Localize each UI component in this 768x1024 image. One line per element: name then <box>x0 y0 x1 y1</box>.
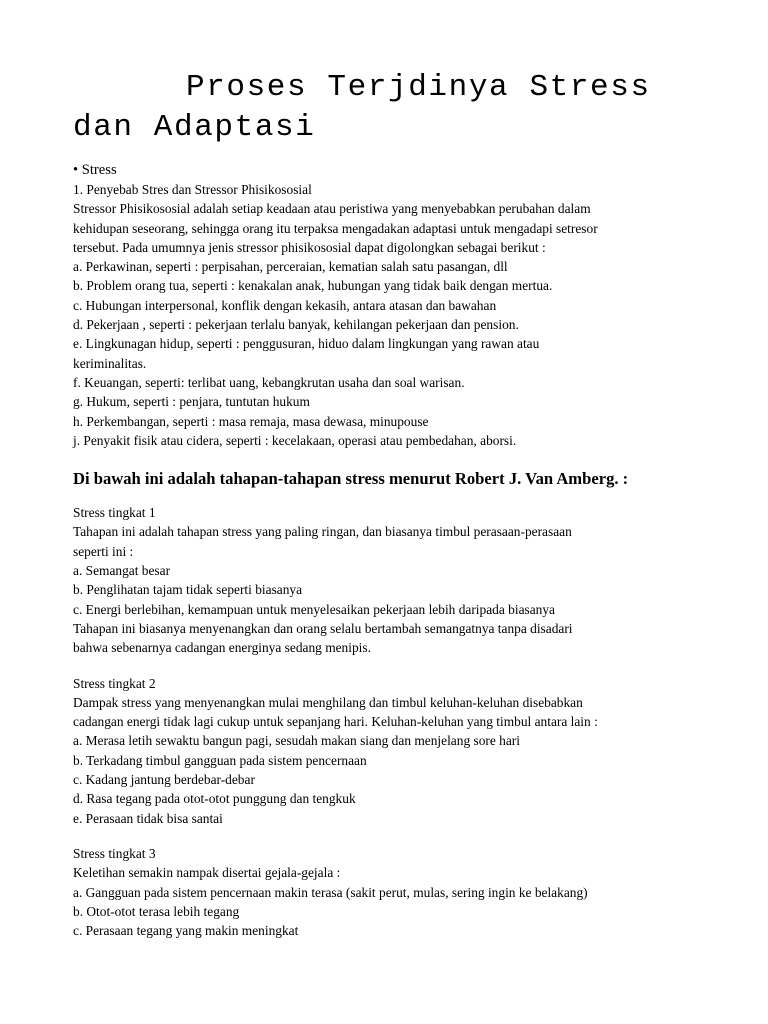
list-item: a. Gangguan pada sistem pencernaan makin terasa (sakit perut, mulas, sering ingin ke belakang) <box>73 884 588 900</box>
stress-stage-1 <box>73 503 713 657</box>
list-item: c. Kadang jantung berdebar-debar <box>73 772 255 788</box>
title-line: Proses Terjdinya Stress <box>186 70 651 105</box>
text-line: Dampak stress yang menyenangkan mulai menghilang dan timbul keluhan-keluhan disebabkan <box>73 694 583 710</box>
list-item: d. Pekerjaan , seperti : pekerjaan terlalu banyak, kehilangan pekerjaan dan pension. <box>73 317 519 333</box>
text-line: Keletihan semakin nampak disertai gejala-gejala : <box>73 865 341 881</box>
list-item: b. Penglihatan tajam tidak seperti biasanya <box>73 582 303 598</box>
list-item: a. Perkawinan, seperti : perpisahan, perceraian, kematian salah satu pasangan, dll <box>73 259 508 275</box>
text-line: cadangan energi tidak lagi cukup untuk sepanjang hari. Keluhan-keluhan yang timbul antara lain : <box>73 714 598 730</box>
title-line: dan Adaptasi <box>73 110 316 145</box>
list-item: b. Otot-otot terasa lebih tegang <box>73 903 240 919</box>
list-item: b. Problem orang tua, seperti : kenakalan anak, hubungan yang tidak baik dengan mertua. <box>73 278 553 294</box>
stage-title: Stress tingkat 2 <box>73 675 156 691</box>
document-title <box>73 68 713 148</box>
list-item: j. Penyakit fisik atau cidera, seperti : kecelakaan, operasi atau pembedahan, aborsi. <box>73 432 517 448</box>
list-item: h. Perkembangan, seperti : masa remaja, masa dewasa, minupouse <box>73 413 429 429</box>
list-item: d. Rasa tegang pada otot-otot punggung dan tengkuk <box>73 791 356 807</box>
list-item: c. Energi berlebihan, kemampuan untuk menyelesaikan pekerjaan lebih daripada biasanya <box>73 601 555 617</box>
intro-paragraph <box>73 180 713 450</box>
stage-title: Stress tingkat 1 <box>73 505 156 521</box>
list-item: keriminalitas. <box>73 355 147 371</box>
bullet-heading-stress: • Stress <box>73 162 117 178</box>
text-line: seperti ini : <box>73 543 134 559</box>
section-heading: Di bawah ini adalah tahapan-tahapan stress menurut Robert J. Van Amberg. : <box>73 469 629 489</box>
text-line: kehidupan seseorang, sehingga orang itu terpaksa mengadakan adaptasi untuk mengadapi setresor <box>73 220 598 236</box>
text-line: Tahapan ini adalah tahapan stress yang paling ringan, dan biasanya timbul perasaan-perasaan <box>73 524 572 540</box>
text-line: bahwa sebenarnya cadangan energinya sedang menipis. <box>73 640 371 656</box>
list-item: c. Hubungan interpersonal, konflik dengan kekasih, antara atasan dan bawahan <box>73 297 497 313</box>
list-item: e. Lingkunagan hidup, seperti : penggusuran, hiduo dalam lingkungan yang rawan atau <box>73 336 540 352</box>
stress-stage-2 <box>73 674 713 828</box>
text-line: tersebut. Pada umumnya jenis stressor phisikososial dapat digolongkan sebagai berikut : <box>73 239 546 255</box>
list-item: a. Semangat besar <box>73 563 171 579</box>
list-item: e. Perasaan tidak bisa santai <box>73 810 223 826</box>
list-item: f. Keuangan, seperti: terlibat uang, kebangkrutan usaha dan soal warisan. <box>73 374 465 390</box>
list-item: g. Hukum, seperti : penjara, tuntutan hukum <box>73 394 310 410</box>
stage-title: Stress tingkat 3 <box>73 845 156 861</box>
list-item: a. Merasa letih sewaktu bangun pagi, sesudah makan siang dan menjelang sore hari <box>73 733 520 749</box>
text-line: Tahapan ini biasanya menyenangkan dan orang selalu bertambah semangatnya tanpa disadari <box>73 620 573 636</box>
list-item: b. Terkadang timbul gangguan pada sistem pencernaan <box>73 752 367 768</box>
document-page <box>73 68 713 940</box>
text-line: Stressor Phisikososial adalah setiap keadaan atau peristiwa yang menyebabkan perubahan dalam <box>73 201 591 217</box>
list-item: c. Perasaan tegang yang makin meningkat <box>73 923 299 939</box>
stress-stage-3 <box>73 844 713 940</box>
text-line: 1. Penyebab Stres dan Stressor Phisikososial <box>73 182 312 197</box>
